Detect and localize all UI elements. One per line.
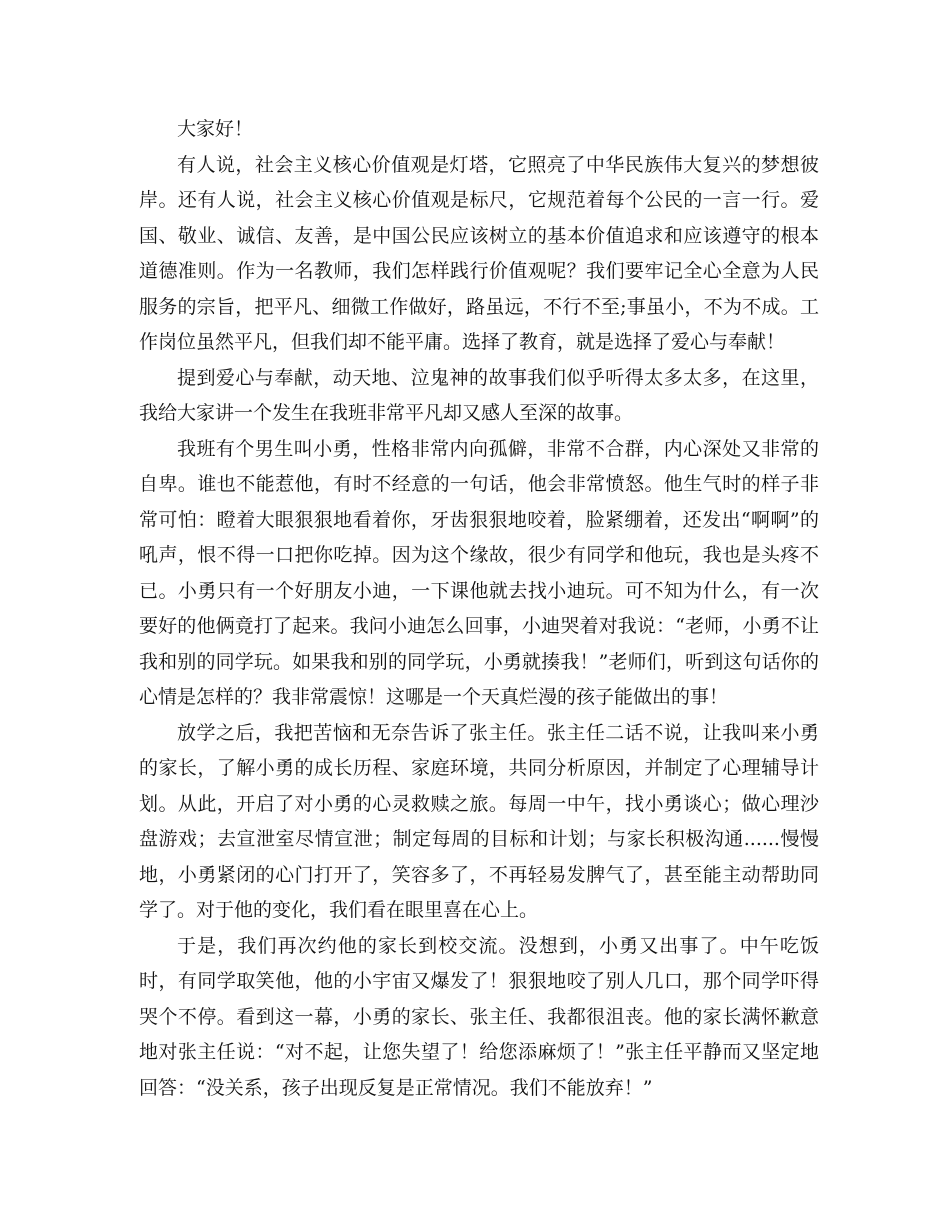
paragraph-core-values: 有人说，社会主义核心价值观是灯塔，它照亮了中华民族伟大复兴的梦想彼岸。还有人说，社会主义核心价值观是标尺，它规范着每个公民的一言一行。爱国、敬业、诚信、友善，是中国公民应该树立的基本价值追求和应该遵守的根本道德准则。作为一名教师，我们怎样践行价值观呢？我们要牢记全心全意为人民服务的宗旨，把平凡、细微工作做好，路虽远，不行不至;事虽小，不为不成。工作岗位虽然平凡，但我们却不能平庸。选择了教育，就是选择了爱心与奉献！ [139,153,819,353]
paragraph-after-school: 放学之后，我把苦恼和无奈告诉了张主任。张主任二话不说，让我叫来小勇的家长，了解小勇的成长历程、家庭环境，共同分析原因，并制定了心理辅导计划。从此，开启了对小勇的心灵救赎之旅。每周一中午，找小勇谈心；做心理沙盘游戏；去宣泄室尽情宣泄；制定每周的目标和计划；与家长积极沟通......慢慢地，小勇紧闭的心门打开了，笑容多了，不再轻易发脾气了，甚至能主动帮助同学了。对于他的变化，我们看在眼里喜在心上。 [139,721,819,921]
document-body [139,112,819,1106]
paragraph-greeting: 大家好！ [177,118,254,140]
paragraph-love-dedication: 提到爱心与奉献，动天地、泣鬼神的故事我们似乎听得太多太多，在这里，我给大家讲一个发生在我班非常平凡却又感人至深的故事。 [139,366,819,424]
paragraph-relapse: 于是，我们再次约他的家长到校交流。没想到，小勇又出事了。中午吃饭时，有同学取笑他，他的小宇宙又爆发了！狠狠地咬了别人几口，那个同学吓得哭个不停。看到这一幕，小勇的家长、张主任、我都很沮丧。他的家长满怀歉意地对张主任说：“对不起，让您失望了！给您添麻烦了！”张主任平静而又坚定地回答：“没关系，孩子出现反复是正常情况。我们不能放弃！” [139,934,819,1099]
paragraph-xiaoyong-story: 我班有个男生叫小勇，性格非常内向孤僻，非常不合群，内心深处又非常的自卑。谁也不能惹他，有时不经意的一句话，他会非常愤怒。他生气时的样子非常可怕：瞪着大眼狠狠地看着你，牙齿狠狠地咬着，脸紧绷着，还发出“啊啊”的吼声，恨不得一口把你吃掉。因为这个缘故，很少有同学和他玩，我也是头疼不已。小勇只有一个好朋友小迪，一下课他就去找小迪玩。可不知为什么，有一次要好的他俩竟打了起来。我问小迪怎么回事，小迪哭着对我说：“老师，小勇不让我和别的同学玩。如果我和别的同学玩，小勇就揍我！”老师们，听到这句话你的心情是怎样的？我非常震惊！这哪是一个天真烂漫的孩子能做出的事！ [139,437,819,708]
